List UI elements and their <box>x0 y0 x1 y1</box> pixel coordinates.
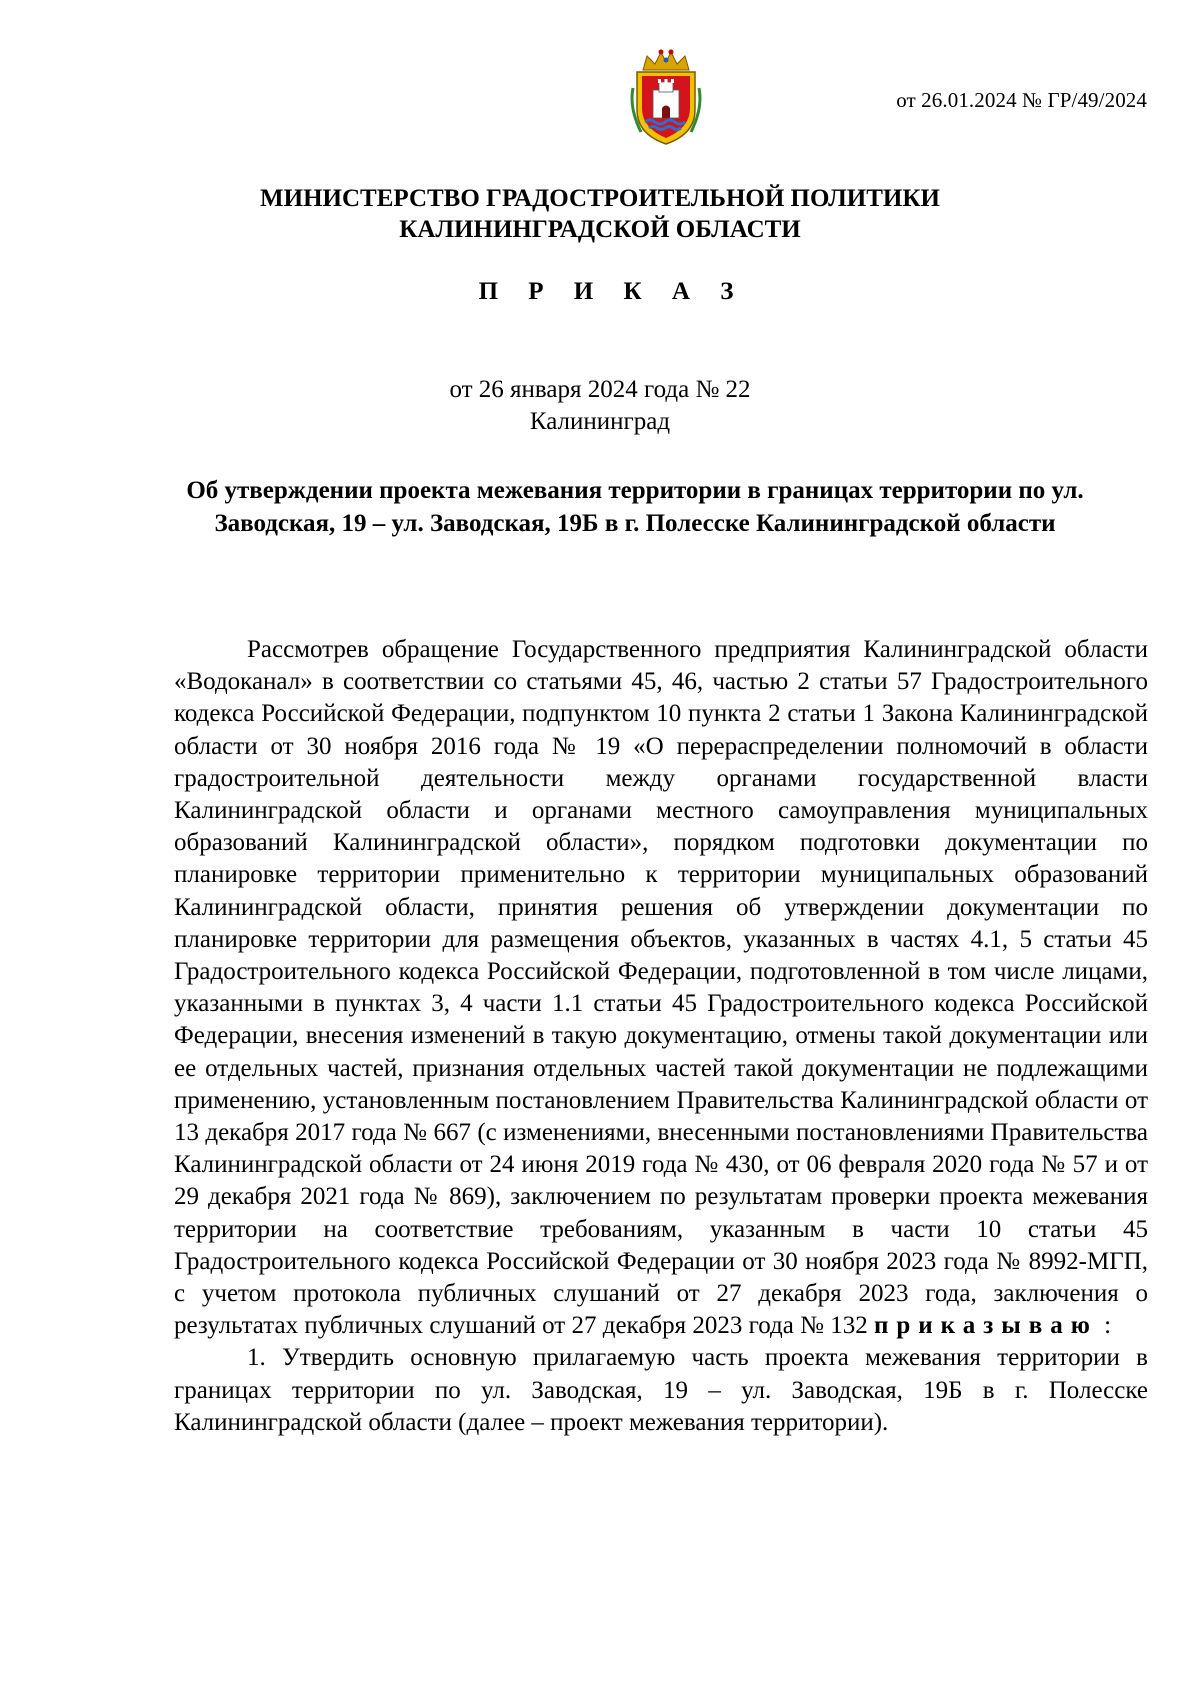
document-reference: от 26.01.2024 № ГР/49/2024 <box>896 88 1147 112</box>
order-keyword-colon: : <box>1097 1312 1112 1340</box>
preamble-text: Рассмотрев обращение Государственного предприятия Калининградской области «Водоканал» в соответствии со статьями 45, 46, частью 2 статьи 57 Градостроительного кодекса Российской Федерации, подпунктом 10 пункта 2 статьи 1 Закона Калининградской области от 30 ноября 2016 года № 19 «О перераспределении полномочий в области градостроительной деятельности между органами государственной власти Калининградской области и органами местного самоуправления муниципальных образований Калининградской области», порядком подготовки документации по планировке территории применительно к территории муниципальных образований Калининградской области, принятия решения об утверждении документации по планировке территории для размещения объектов, указанных в частях 4.1, 5 статьи 45 Градостроительного кодекса Российской Федерации, подготовленной в том числе лицами, указанными в пунктах 3, 4 части 1.1 статьи 45 Градостроительного кодекса Российской Федерации, внесения изменений в такую документацию, отмены такой документации или ее отдельных частей, признания отдельных частей такой документации не подлежащими применению, установленным постановлением Правительства Калининградской области от 13 декабря 2017 года № 667 (с изменениями, внесенными постановлениями Правительства Калининградской области от 24 июня 2019 года № 430, от 06 февраля 2020 года № 57 и от 29 декабря 2021 года № 869), заключением по результатам проверки проекта межевания территории на соответствие требованиям, указанным в части 10 статьи 45 Градостроительного кодекса Российской Федерации от 30 ноября 2023 года № 8992-МГП, с учетом протокола публичных слушаний от 27 декабря 2023 года, заключения о результатах публичных слушаний от 27 декабря 2023 года № 132 <box>174 636 1148 1340</box>
order-keyword: приказываю <box>873 1312 1098 1340</box>
order-date-number: от 26 января 2024 года № 22 <box>449 376 751 403</box>
ministry-name-line2: КАЛИНИНГРАДСКОЙ ОБЛАСТИ <box>399 216 801 243</box>
ministry-name-line1: МИНИСТЕРСТВО ГРАДОСТРОИТЕЛЬНОЙ ПОЛИТИКИ <box>260 185 940 212</box>
preamble-paragraph <box>174 634 1148 1342</box>
order-body <box>174 634 1148 1439</box>
order-title: Об утверждении проекта межевания территории в границах территории по ул. Заводская, 19 – ул. Заводская, 19Б в г. Полесске Калининградской области <box>186 477 1084 537</box>
city-name: Калининград <box>529 408 671 435</box>
item-1-paragraph: 1. Утвердить основную прилагаемую часть проекта межевания территории в границах территории по ул. Заводская, 19 – ул. Заводская, 19Б в г. Полесске Калининградской области (далее – проект межевания территории). <box>174 1344 1148 1436</box>
document-type-heading: П Р И К А З <box>478 278 746 305</box>
coat-of-arms-icon <box>625 48 707 148</box>
ministry-name <box>0 183 1200 245</box>
date-and-place <box>0 374 1200 438</box>
